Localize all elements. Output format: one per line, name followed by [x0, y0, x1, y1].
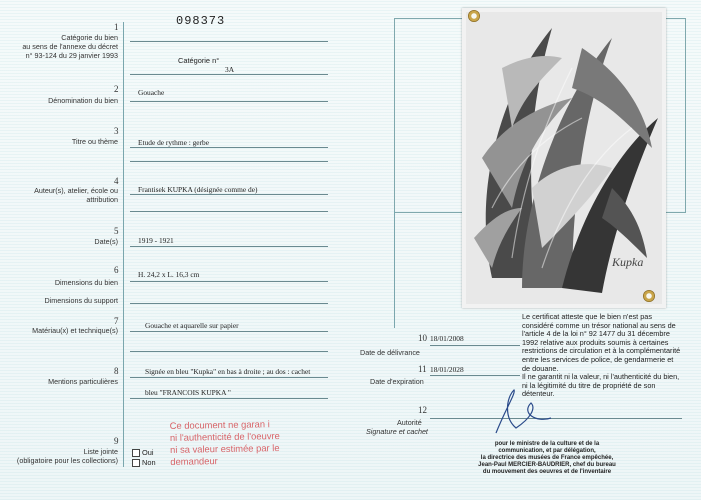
date-delivrance-value: 18/01/2008 [430, 334, 464, 343]
field-rule [130, 161, 328, 162]
mentions-value-line2: bleu "FRANCOIS KUPKA " [145, 388, 231, 397]
field-rule [130, 331, 328, 332]
label-autorite: Autorité [397, 418, 422, 427]
ministry-attribution [462, 441, 632, 476]
stamp-line: Ce document ne garan i [169, 418, 270, 431]
red-disclaimer-stamp [170, 418, 281, 468]
stamp-line: ni l'authenticité de l'oeuvre [169, 430, 280, 443]
denomination-value: Gouache [138, 88, 165, 97]
field-number-10: 10 [418, 333, 427, 343]
left-column-rule [123, 22, 124, 467]
titre-value: Etude de rythme : gerbe [138, 138, 210, 147]
field-number-11: 11 [418, 364, 427, 374]
ministry-line: communication, et par délégation, [498, 448, 596, 454]
label-categorie: Catégorie du bien au sens de l'annexe du décret n° 93-124 du 29 janvier 1993 [22, 33, 118, 60]
label-signature: Signature et cachet [366, 427, 428, 436]
field-rule [130, 74, 328, 75]
ministry-line: Jean-Paul MERCIER-BAUDRIER, chef du bureau [478, 462, 616, 468]
oui-checkbox[interactable] [132, 449, 140, 457]
label-dates: Date(s) [94, 237, 118, 246]
categorie-value: 3A [225, 65, 235, 74]
label-auteur: Auteur(s), atelier, école ou attribution [34, 186, 118, 204]
stamp-line: ni sa valeur estimée par le [170, 442, 280, 455]
ministry-line: la directrice des musées de France empêchée, [480, 455, 614, 461]
stamp-line: demandeur [170, 455, 218, 467]
field-rule [130, 211, 328, 212]
field-rule [130, 147, 328, 148]
grommet-icon [468, 10, 480, 22]
field-rule [130, 351, 328, 352]
field-number-1: 1 [114, 22, 119, 32]
dimensions-value: H. 24,2 x L. 16,3 cm [138, 270, 200, 279]
field-rule [130, 377, 328, 378]
date-expiration-value: 18/01/2028 [430, 365, 464, 374]
label-mentions: Mentions particulières [48, 377, 118, 386]
field-number-7: 7 [114, 316, 119, 326]
field-rule [130, 246, 328, 247]
artwork-image [462, 8, 666, 308]
label-materiaux: Matériau(x) et technique(s) [32, 326, 118, 335]
ministry-line: du mouvement des oeuvres et de l'inventaire [482, 469, 612, 475]
field-rule [130, 194, 328, 195]
field-rule [130, 281, 328, 282]
label-denomination: Dénomination du bien [48, 96, 118, 105]
ministry-line: pour le ministre de la culture et de la [494, 441, 600, 447]
auteur-value: Frantisek KUPKA (désignée comme de) [138, 185, 258, 194]
label-dimensions-support: Dimensions du support [44, 296, 118, 305]
field-number-9: 9 [114, 436, 119, 446]
field-rule [430, 375, 520, 376]
mentions-value-line1: Signée en bleu "Kupka" en bas à droite ; au dos : cachet [145, 367, 311, 376]
certificate-statement: Le certificat atteste que le bien n'est pas considéré comme un trésor national au sens de l'article 4 de la loi n° 92 1477 du 31 décembre 1992 relative aux produits soumis à certaines restrictions de circulation et à la complémentarité entre les services de police, de gendarmerie et de douane. Il ne garantit ni la valeur, ni l'authenticité du bien, ni la légitimité du titre de propriété de son détenteur. [522, 312, 681, 399]
field-rule [130, 101, 328, 102]
field-number-3: 3 [114, 126, 119, 136]
label-date-delivrance: Date de délivrance [360, 348, 420, 357]
official-signature [476, 388, 556, 438]
field-rule [130, 41, 328, 42]
field-number-2: 2 [114, 84, 119, 94]
artwork-photo [462, 8, 666, 308]
field-number-5: 5 [114, 226, 119, 236]
artwork-signature: Kupka [612, 255, 644, 269]
field-rule [130, 398, 328, 399]
non-label: Non [142, 458, 156, 467]
field-rule [430, 418, 682, 419]
label-titre: Titre ou thème [71, 137, 118, 146]
field-rule [130, 303, 328, 304]
field-number-12: 12 [418, 405, 427, 415]
field-number-8: 8 [114, 366, 119, 376]
categorie-label: Catégorie n° [178, 56, 220, 65]
label-dimensions: Dimensions du bien [54, 278, 118, 287]
field-number-6: 6 [114, 265, 119, 275]
dates-value: 1919 - 1921 [138, 236, 174, 245]
field-number-4: 4 [114, 176, 119, 186]
oui-label: Oui [142, 448, 154, 457]
materiaux-value: Gouache et aquarelle sur papier [145, 321, 239, 330]
label-date-expiration: Date d'expiration [370, 377, 424, 386]
middle-column-rule [394, 211, 395, 328]
label-liste-jointe: Liste jointe (obligatoire pour les collections) [16, 447, 118, 465]
field-rule [430, 345, 520, 346]
grommet-icon [643, 290, 655, 302]
non-checkbox[interactable] [132, 459, 140, 467]
document-number: 098373 [176, 14, 226, 28]
